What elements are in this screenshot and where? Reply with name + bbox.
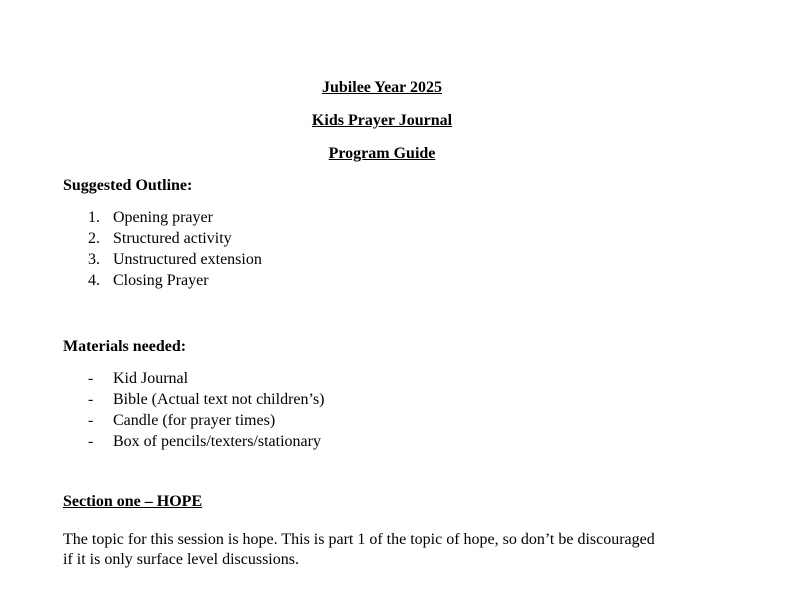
outline-item-text: Structured activity [113,230,232,247]
outline-item [63,270,262,291]
outline-item-number: 4. [88,272,100,289]
outline-item-text: Closing Prayer [113,272,209,289]
outline-list [63,207,262,291]
materials-item [63,431,325,452]
materials-item-text: Bible (Actual text not children’s) [113,391,325,408]
materials-item [63,389,325,410]
materials-item [63,368,325,389]
section-one-line-2: if it is only surface level discussions. [63,551,299,568]
materials-item-text: Box of pencils/texters/stationary [113,433,321,450]
outline-item [63,228,262,249]
outline-item-text: Unstructured extension [113,251,262,268]
outline-item-number: 3. [88,251,100,268]
materials-item [63,410,325,431]
outline-heading: Suggested Outline: [63,177,193,194]
section-one-paragraph [63,530,743,570]
materials-heading: Materials needed: [63,338,187,355]
outline-item-text: Opening prayer [113,209,213,226]
section-one-line-1: The topic for this session is hope. This is part 1 of the topic of hope, so don’t be discouraged [63,531,655,548]
document-title-year: Jubilee Year 2025 [322,79,442,96]
outline-item [63,249,262,270]
materials-item-text: Kid Journal [113,370,189,387]
materials-item-bullet: - [88,391,94,408]
materials-list [63,368,325,452]
outline-item-number: 2. [88,230,100,247]
outline-item-number: 1. [88,209,100,226]
outline-item [63,207,262,228]
materials-item-bullet: - [88,370,94,387]
materials-item-bullet: - [88,433,94,450]
materials-item-bullet: - [88,412,94,429]
document-title-guide: Program Guide [328,145,436,162]
document-title-journal: Kids Prayer Journal [311,112,453,129]
materials-item-text: Candle (for prayer times) [113,412,276,429]
section-one-heading: Section one – HOPE [63,493,203,510]
